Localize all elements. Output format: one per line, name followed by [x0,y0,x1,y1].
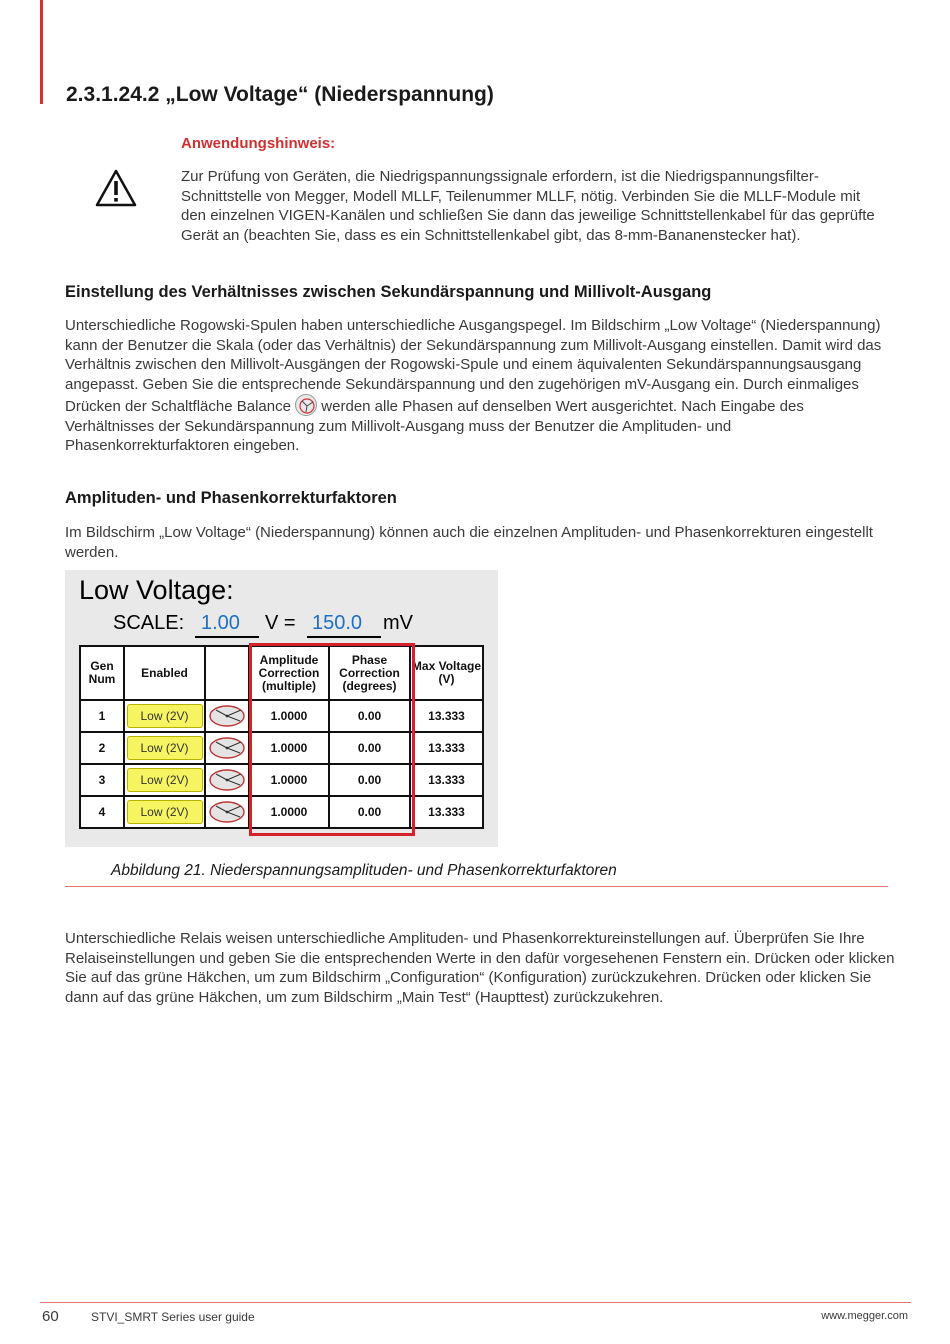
ratio-text-before: Unterschiedliche Rogowski-Spulen haben unterschiedliche Ausgangspegel. Im Bildschirm „Low Voltage“ (Niederspannung) kann der Benutzer die Skala (oder das Verhältnis) der Sekundärspannung zum Millivolt-Ausgang einstellen. Damit wird das Verhältnis zwischen den Millivolt-Ausgängen der Rogowski-Spule und einem äquivalenten Sekundärspannungsausgang angepasst. Geben Sie die entsprechende Sekundärspannung und den zugehörigen mV-Ausgang ein. Durch einmaliges Drücken der Schaltfläche Balance [65,317,882,415]
enabled-low-button[interactable]: Low (2V) [127,800,203,824]
section-title: 2.3.1.24.2 „Low Voltage“ (Niederspannung) [66,83,494,106]
max-voltage-cell: 13.333 [410,764,483,796]
balance-phasor-icon[interactable] [206,704,248,728]
scale-label: SCALE: [113,612,185,634]
screen-title: Low Voltage: [79,575,234,605]
balance-phasor-icon[interactable] [206,800,248,824]
enabled-low-button[interactable]: Low (2V) [127,704,203,728]
factors-heading: Amplituden- und Phasenkorrekturfaktoren [65,489,397,507]
gen-num-cell: 1 [80,700,124,732]
max-voltage-cell: 13.333 [410,700,483,732]
balance-phasor-icon[interactable] [206,736,248,760]
enabled-cell [124,764,205,796]
amplitude-correction-input[interactable]: 1.0000 [249,732,329,764]
ratio-paragraph [65,316,895,456]
header-gen-num: Gen Num [80,646,124,700]
header-phase: Phase Correction (degrees) [329,646,410,700]
balance-cell [205,764,249,796]
phase-correction-input[interactable]: 0.00 [329,700,410,732]
margin-accent-bar [40,0,43,104]
millivolt-unit-label: mV [383,612,413,634]
note-text: Zur Prüfung von Geräten, die Niedrigspannungssignale erfordern, ist die Niedrigspannungsfilter-Schnittstelle von Megger, Modell MLLF, Teilenummer MLLF, nötig. Verbinden Sie die MLLF-Module mit den einzelnen VIGEN-Kanälen und schließen Sie dann das jeweilige Schnittstellenkabel für das geprüfte Gerät an (beachten Sie, dass es ein Schnittstellenkabel gibt, das 8-mm-Bananenstecker hat). [181,168,875,244]
closing-paragraph: Unterschiedliche Relais weisen unterschiedliche Amplituden- und Phasenkorrektureinstellungen auf. Überprüfen Sie Ihre Relaiseinstellungen und geben Sie die entsprechenden Werte in den dafür vorgesehenen Fenstern ein. Drücken oder klicken Sie auf das grüne Häkchen, um zum Bildschirm „Configuration“ (Konfiguration) zurückzukehren. Drücken oder klicken Sie dann auf das grüne Häkchen, um zum Bildschirm „Main Test“ (Haupttest) zurückzukehren. [65,930,895,1006]
amplitude-correction-input[interactable]: 1.0000 [249,796,329,828]
enabled-low-button[interactable]: Low (2V) [127,736,203,760]
gen-num-cell: 2 [80,732,124,764]
max-voltage-cell: 13.333 [410,796,483,828]
volt-equals-label: V = [265,612,296,634]
gen-num-cell: 3 [80,764,124,796]
gen-num-cell: 4 [80,796,124,828]
phase-correction-input[interactable]: 0.00 [329,732,410,764]
balance-button-icon [295,394,317,416]
header-enabled: Enabled [124,646,205,700]
website-link[interactable]: www.megger.com [821,1310,908,1322]
ratio-heading: Einstellung des Verhältnisses zwischen Sekundärspannung und Millivolt-Ausgang [65,283,712,301]
ratio-text-after: werden alle Phasen auf denselben Wert ausgerichtet. Nach Eingabe des Verhältnisses der Sekundärspannung zum Millivolt-Ausgang muss der Benutzer die Amplituden- und Phasenkorrekturfaktoren eingeben. [65,398,804,454]
scale-voltage-input[interactable]: 1.00 [195,612,259,638]
balance-cell [205,732,249,764]
footer-rule [40,1302,911,1303]
enabled-cell [124,732,205,764]
figure-caption: Abbildung 21. Niederspannungsamplituden- und Phasenkorrekturfaktoren [111,862,617,879]
enabled-cell [124,796,205,828]
header-amplitude: Amplitude Correction (multiple) [249,646,329,700]
note-label: Anwendungshinweis: [181,135,336,152]
factors-paragraph: Im Bildschirm „Low Voltage“ (Niederspannung) können auch die einzelnen Amplituden- und Phasenkorrekturen eingestellt werden. [65,524,873,561]
header-balance [205,646,249,700]
enabled-cell [124,700,205,732]
caption-rule [65,886,888,887]
guide-title: STVI_SMRT Series user guide [91,1310,255,1324]
scale-millivolt-input[interactable]: 150.0 [307,612,381,638]
enabled-low-button[interactable]: Low (2V) [127,768,203,792]
phase-correction-input[interactable]: 0.00 [329,796,410,828]
balance-cell [205,796,249,828]
low-voltage-screenshot [65,570,498,847]
balance-cell [205,700,249,732]
balance-phasor-icon[interactable] [206,768,248,792]
highlight-box [249,643,415,836]
page-number: 60 [42,1308,59,1325]
warning-triangle-icon [94,168,138,208]
amplitude-correction-input[interactable]: 1.0000 [249,764,329,796]
phase-correction-input[interactable]: 0.00 [329,764,410,796]
amplitude-correction-input[interactable]: 1.0000 [249,700,329,732]
max-voltage-cell: 13.333 [410,732,483,764]
header-max-voltage: Max Voltage (V) [410,646,483,700]
